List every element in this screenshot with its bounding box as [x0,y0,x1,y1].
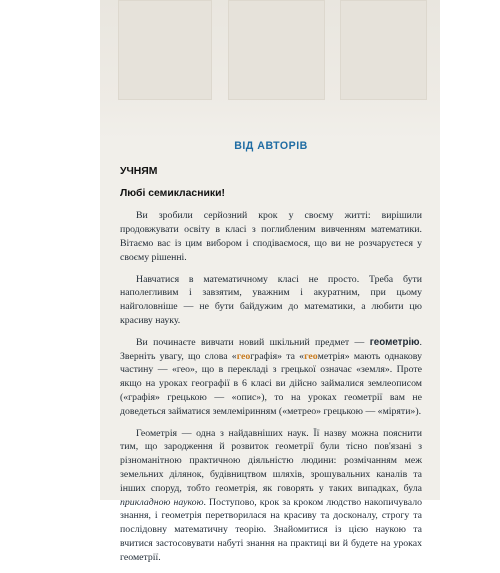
ghost-illustration [118,0,212,100]
term-geometry: геометрію [369,336,420,348]
page-content [120,140,422,573]
term-applied-science: прикладною наукою [120,496,204,508]
text-run: метрія» мають однакову частину — «гео», що в перекладі з грецької означає «земля». Проте якщо на уроках географії в 6 класі ви дійсно займалися землеописом («графія» грецькою — «опис»), то на уроках геометрії вам не доведеться займатися землеміринням («метрео» грецькою — «міряти»). [120,350,422,417]
ghost-illustration [228,0,325,100]
prefix-geo: гео [236,350,251,362]
paragraph-2: Навчатися в математичному класі не просто. Треба бути наполегливим і завзятим, уважним і акуратним, при цьому найголовніше — не бути байдужим до математики, а любити цю красиву науку. [120,273,422,326]
section-heading: ВІД АВТОРІВ [234,140,308,152]
text-run: Ви починаєте вивчати новий шкільний предмет — [136,336,370,348]
text-run: Геометрія — одна з найдавніших наук. Її назву можна пояснити тим, що зародження й розвиток геометрії були тісно пов'язані з різноманітною практичною діяльністю людини: розмічанням меж земельних ділянок, будівництвом шляхів, зрошувальних каналів та інших споруд, тобто геометрія, як говорять у таких випадках, була [120,427,422,494]
text-run: графія» та « [250,350,305,362]
ghost-illustration [340,0,427,100]
book-page [100,0,440,563]
text-run: . Зверніть увагу, що слова « [120,336,422,362]
audience-heading: УЧНЯМ [120,165,158,177]
paragraph-4 [120,427,422,565]
prefix-geo: гео [304,350,318,362]
paragraph-1: Ви зробили серйозний крок у своєму житті: вирішили продовжувати освіту в класі з поглибленим вивченням математики. Вітаємо вас із цим вибором і сподіваємося, що ви не розчаруєтеся у своєму рішенні. [120,210,422,263]
bleed-through-area [100,0,440,140]
greeting: Любі семикласники! [120,187,225,199]
paragraph-3 [120,336,422,419]
text-run: . Поступово, крок за кроком людство накопичувало знання, і геометрія перетворилася на красиву та досконалу, строгу та послідовну математичну теорію. Знайомитися із цією наукою та вчитися застосовувати набуті знання на практиці ви й будете на уроках геометрії. [120,496,422,563]
